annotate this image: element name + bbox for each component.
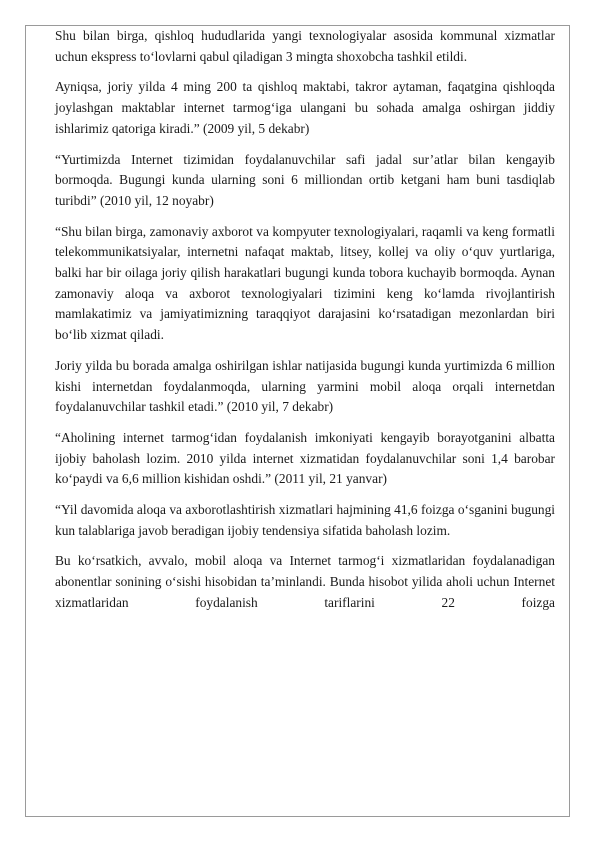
paragraph-7: “Yil davomida aloqa va axborotlashtirish xizmatlari hajmining 41,6 foizga o‘sganini bugungi kun talablariga javob beradigan ijobiy tendensiya sifatida baholash lozim. (55, 502, 555, 538)
paragraph-1: Shu bilan birga, qishloq hududlarida yangi texnologiyalar asosida kommunal xizmatlar uchun ekspress to‘lovlarni qabul qiladigan 3 mingta shoxobcha tashkil etildi. (55, 28, 555, 64)
paragraph-4: “Shu bilan birga, zamonaviy axborot va kompyuter texnologiyalari, raqamli va keng formatli telekommunikatsiyalar, internetni nafaqat maktab, litsey, kollej va oliy o‘quv yurtlariga, balki har bir oilaga joriy qilish harakatlari bugungi kunda tobora kuchayib bormoqda. Aynan zamonaviy aloqa va axborot texnologiyalari tizimini keng ko‘lamda rivojlantirish mamlakatimiz va jamiyatimizning taraqqiyot darajasini ko‘rsatadigan mezonlardan biri bo‘lib xizmat qiladi. (55, 223, 555, 343)
paragraph-5: Joriy yilda bu borada amalga oshirilgan ishlar natijasida bugungi kunda yurtimizda 6 million kishi internetdan foydalanmoqda, ularning yarmini mobil aloqa orqali internetdan foydalanuvchilar tashkil etadi.” (2010 yil, 7 dekabr) (55, 357, 555, 415)
paragraph-6: “Aholining internet tarmog‘idan foydalanish imkoniyati kengayib borayotganini albatta ijobiy baholash lozim. 2010 yilda internet xizmatidan foydalanuvchilar soni 1,4 barobar ko‘paydi va 6,6 million kishidan oshdi.” (2011 yil, 21 yanvar) (55, 429, 555, 487)
paragraph-8: Bu ko‘rsatkich, avvalo, mobil aloqa va Internet tarmog‘i xizmatlaridan foydalanadigan abonentlar sonining o‘sishi hisobidan ta’minlandi. Bunda hisobot yilida aholi uchun Internet xizmatlaridan foydalanish tariflarini 22 foizga (55, 553, 555, 610)
paragraph-3: “Yurtimizda Internet tizimidan foydalanuvchilar safi jadal sur’atlar bilan kengayib bormoqda. Bugungi kunda ularning soni 6 milliondan ortib ketgani ham buni tasdiqlab turibdi” (2010 yil, 12 noyabr) (55, 151, 555, 208)
document-body (55, 26, 555, 624)
paragraph-2: Ayniqsa, joriy yilda 4 ming 200 ta qishloq maktabi, takror aytaman, faqatgina qishloqda joylashgan maktablar internet tarmog‘iga ulangani bu sohada amalga oshirgan jiddiy ishlarimiz qatoriga kiradi.” (2009 yil, 5 dekabr) (55, 79, 555, 136)
